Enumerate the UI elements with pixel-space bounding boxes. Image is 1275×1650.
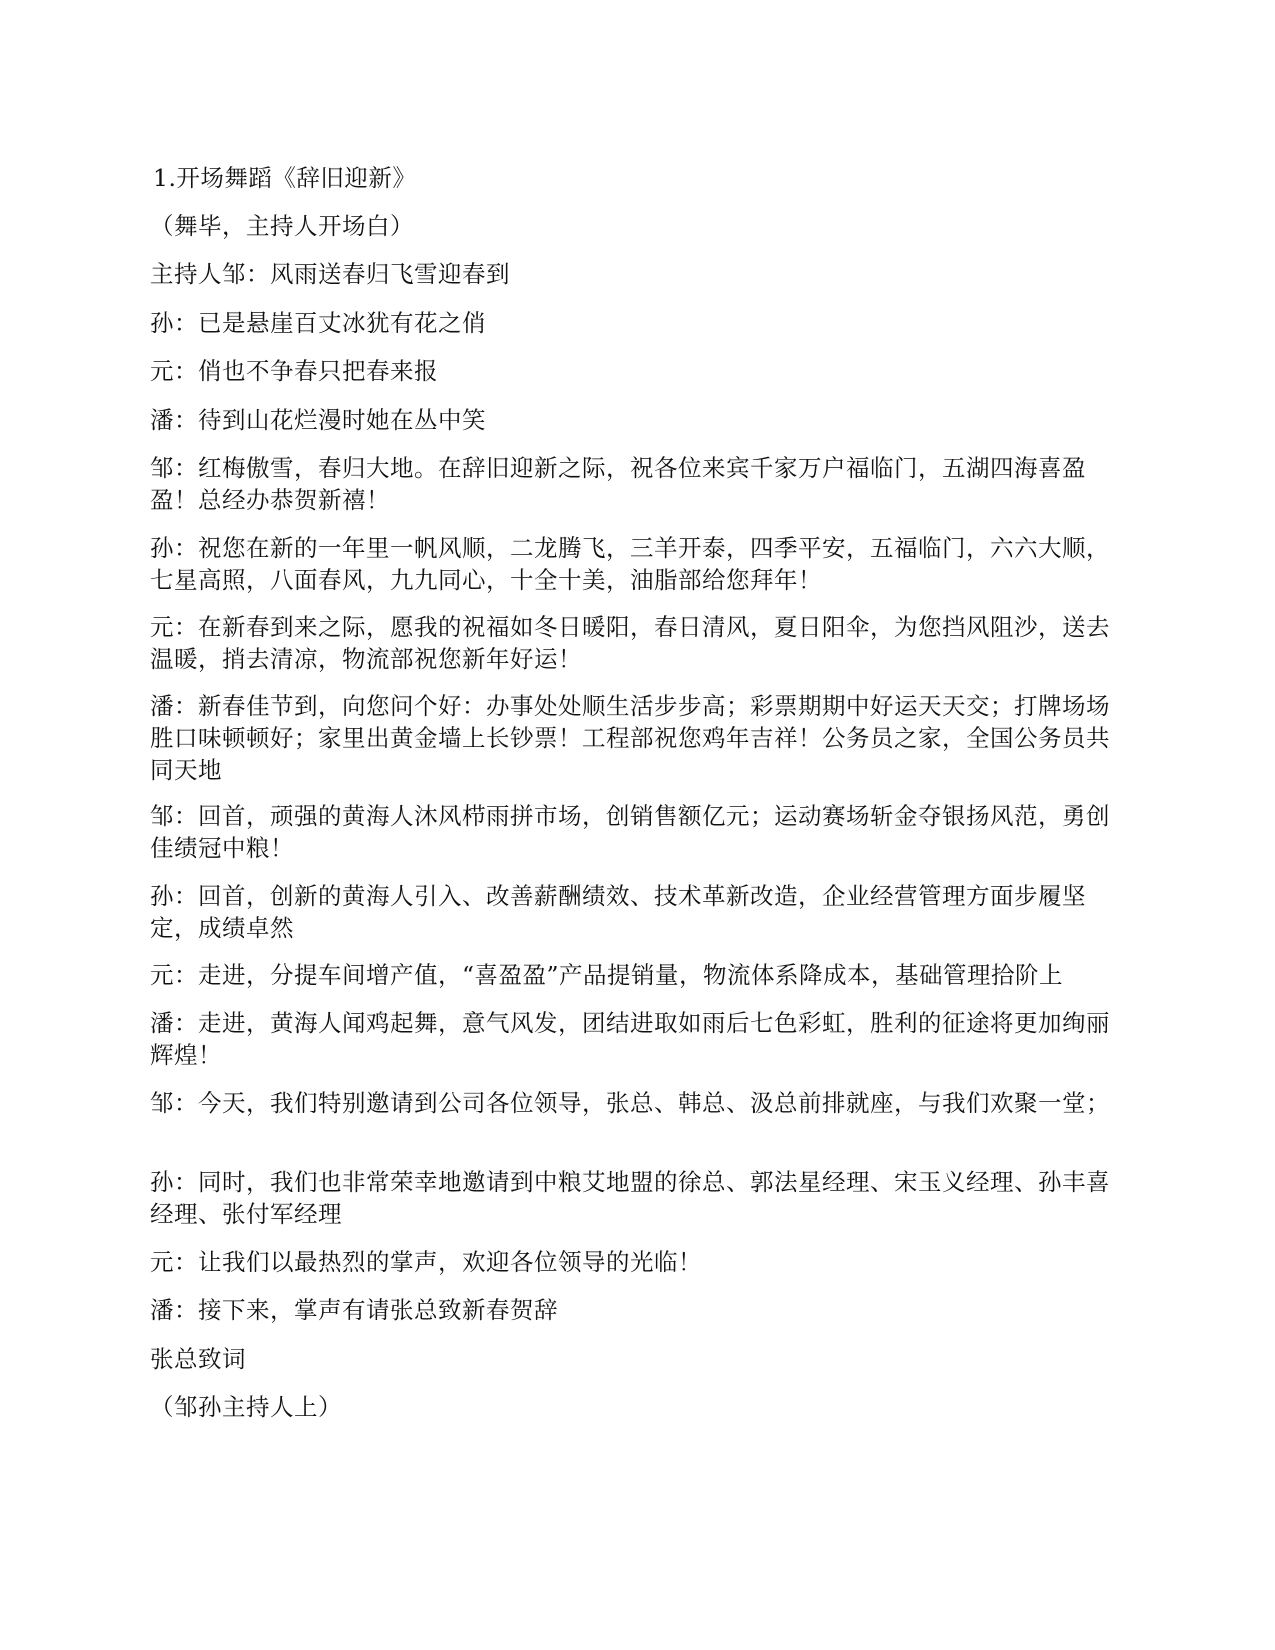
paragraph: 孙：回首，创新的黄海人引入、改善薪酬绩效、技术革新改造，企业经营管理方面步履坚定，成绩卓然 xyxy=(150,882,1086,942)
paragraph: 邹：回首，顽强的黄海人沐风栉雨拼市场，创销售额亿元；运动赛场斩金夺银扬风范，勇创佳绩冠中粮！ xyxy=(150,802,1110,862)
paragraph: 孙：已是悬崖百丈冰犹有花之俏 xyxy=(150,309,486,337)
paragraph: 张总致词 xyxy=(150,1345,246,1373)
paragraph: 孙：祝您在新的一年里一帆风顺，二龙腾飞，三羊开泰，四季平安，五福临门，六六大顺，七星高照，八面春风，九九同心，十全十美，油脂部给您拜年！ xyxy=(150,534,1110,594)
paragraph: 潘：走进，黄海人闻鸡起舞，意气风发，团结进取如雨后七色彩虹，胜利的征途将更加绚丽辉煌！ xyxy=(150,1009,1110,1069)
paragraph: 元：让我们以最热烈的掌声，欢迎各位领导的光临！ xyxy=(150,1248,702,1276)
program-title: 1.开场舞蹈《辞旧迎新》 xyxy=(153,164,417,192)
paragraph: 元：走进，分提车间增产值，“喜盈盈”产品提销量，物流体系降成本，基础管理拾阶上 xyxy=(150,961,1064,989)
paragraph: 邹：今天，我们特别邀请到公司各位领导，张总、韩总、汲总前排就座，与我们欢聚一堂； xyxy=(150,1089,1110,1117)
paragraph: 主持人邹：风雨送春归飞雪迎春到 xyxy=(150,260,510,288)
paragraph: 潘：待到山花烂漫时她在丛中笑 xyxy=(150,406,486,434)
stage-direction: （邹孙主持人上） xyxy=(150,1393,342,1421)
paragraph: 孙：同时，我们也非常荣幸地邀请到中粮艾地盟的徐总、郭法星经理、宋玉义经理、孙丰喜经理、张付军经理 xyxy=(150,1168,1110,1228)
paragraph: 潘：接下来，掌声有请张总致新春贺辞 xyxy=(150,1296,558,1324)
paragraph: 元：俏也不争春只把春来报 xyxy=(150,357,438,385)
paragraph: 元：在新春到来之际，愿我的祝福如冬日暖阳，春日清风，夏日阳伞，为您挡风阻沙，送去温暖，捎去清凉，物流部祝您新年好运！ xyxy=(150,613,1110,673)
stage-direction: （舞毕，主持人开场白） xyxy=(150,212,414,240)
paragraph: 潘：新春佳节到，向您问个好：办事处处顺生活步步高；彩票期期中好运天天交；打牌场场胜口味顿顿好；家里出黄金墙上长钞票！工程部祝您鸡年吉祥！公务员之家，全国公务员共同天地 xyxy=(150,692,1110,784)
paragraph: 邹：红梅傲雪，春归大地。在辞旧迎新之际，祝各位来宾千家万户福临门，五湖四海喜盈盈！总经办恭贺新禧！ xyxy=(150,454,1086,514)
